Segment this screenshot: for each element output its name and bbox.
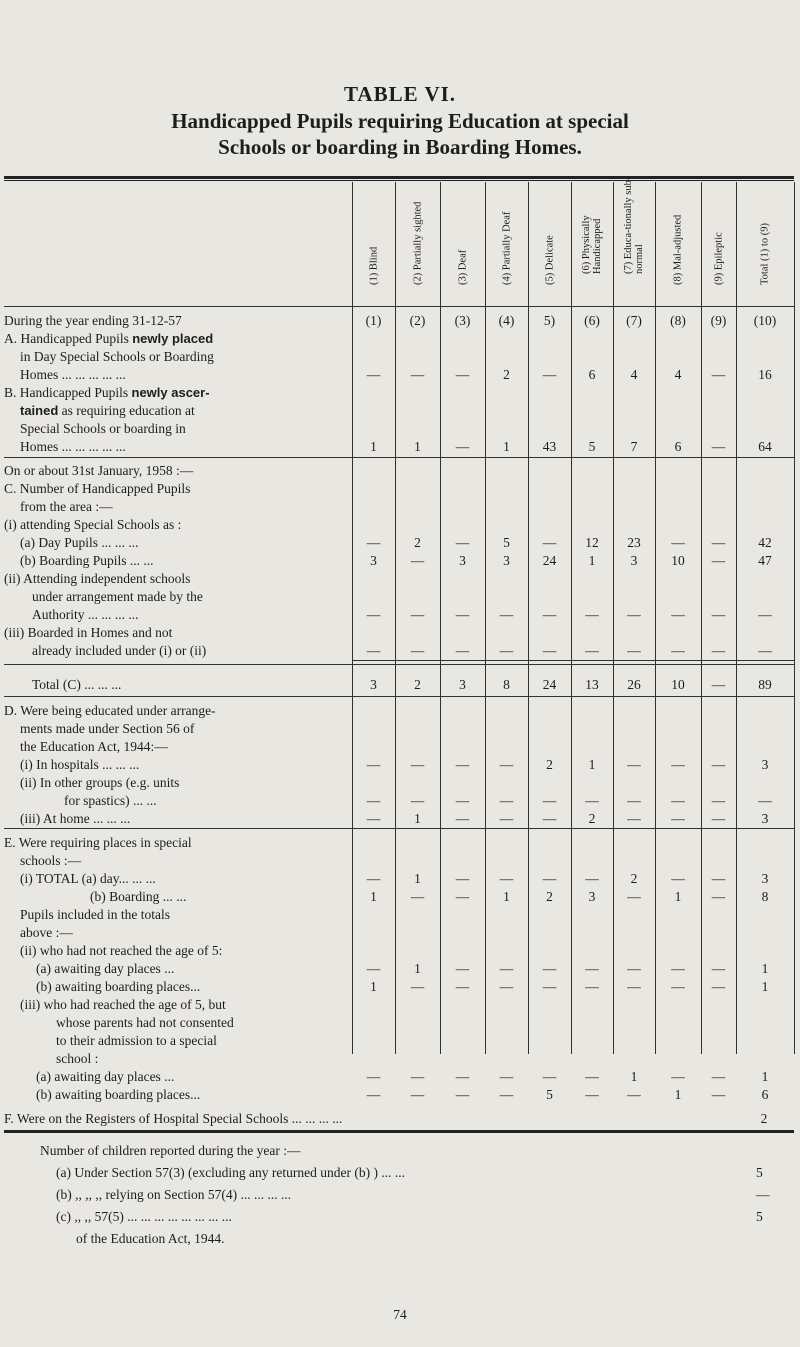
table-cell: 1 [503, 439, 510, 454]
table-cell: — [455, 961, 470, 976]
column-header [572, 188, 612, 296]
column-divider [794, 182, 795, 1054]
table-cell: 47 [758, 553, 772, 568]
table-cell: — [711, 553, 726, 568]
column-header [658, 188, 698, 296]
column-header-text: (6) Physically Handicapped [581, 215, 603, 274]
table-cell: — [758, 607, 772, 622]
row-cb-label: (b) Boarding Pupils ... ... [20, 553, 154, 568]
column-header-text: (4) Partially Deaf [501, 211, 512, 285]
column-header [398, 188, 438, 296]
column-divider [395, 182, 396, 1054]
table-cell: — [366, 793, 381, 808]
table-cell: — [711, 367, 726, 382]
row-eiii-line1: (iii) who had reached the age of 5, but [20, 997, 226, 1012]
table-cell: 1 [761, 1069, 769, 1084]
table-cell: 1 [761, 961, 769, 976]
table-cell: 3 [761, 757, 769, 772]
column-divider [440, 182, 441, 1054]
table-cell: — [671, 1069, 685, 1084]
table-cell: — [542, 535, 557, 550]
row-e-line2: schools :— [20, 853, 82, 868]
table-cell: — [542, 979, 557, 994]
table-cell: — [542, 961, 557, 976]
table-cell: — [585, 871, 599, 886]
row-c-line2: from the area :— [20, 499, 113, 514]
table-cell: — [366, 871, 381, 886]
subtitle-line-2: Schools or boarding in Boarding Homes. [218, 135, 582, 159]
table-cell: 5 [546, 1087, 553, 1102]
row-a-bold: newly placed [132, 331, 214, 346]
table-cell: 1 [370, 979, 377, 994]
column-header [699, 188, 739, 296]
table-cell: — [455, 439, 470, 454]
table-cell: — [499, 1069, 514, 1084]
table-cell: — [711, 871, 726, 886]
table-cell: — [455, 757, 470, 772]
row-b-text: B. Handicapped Pupils [4, 385, 132, 400]
table-cell: 3 [761, 811, 769, 826]
table-cell: — [711, 439, 726, 454]
table-cell: (9) [710, 313, 727, 328]
column-header-text: (9) Epileptic [713, 232, 724, 285]
table-cell: 3 [761, 871, 769, 886]
row-a-line2: in Day Special Schools or Boarding [20, 349, 214, 364]
column-header-text: (2) Partially sighted [412, 201, 423, 285]
table-cell: 4 [630, 367, 638, 382]
table-cell: 3 [503, 553, 510, 568]
table-cell: — [671, 871, 685, 886]
row-b-bold2: tained [20, 403, 59, 418]
table-cell: — [366, 961, 381, 976]
table-cell: — [711, 1069, 726, 1084]
table-cell: 1 [370, 889, 377, 904]
table-cell: — [366, 607, 381, 622]
table-cell: — [366, 367, 381, 382]
table-cell: 10 [671, 553, 685, 568]
table-cell: 1 [588, 553, 596, 568]
table-cell: — [711, 1087, 726, 1102]
table-cell: — [585, 1087, 599, 1102]
table-cell: — [410, 757, 425, 772]
table-cell: — [542, 1069, 557, 1084]
table-cell: — [627, 811, 641, 826]
table-cell: — [455, 889, 470, 904]
table-cell: — [410, 643, 425, 658]
table-cell: — [627, 961, 641, 976]
table-cell: 2 [414, 677, 421, 692]
column-header [745, 188, 785, 296]
table-cell: — [711, 889, 726, 904]
table-cell: (3) [454, 313, 471, 328]
row-a-text: A. Handicapped Pupils [4, 331, 133, 346]
table-subtitle [0, 108, 800, 160]
column-header [614, 176, 654, 296]
section-1-heading: During the year ending 31-12-57 [4, 313, 182, 328]
table-cell: 13 [585, 677, 599, 692]
table-cell: — [627, 889, 641, 904]
row-diii-label: (iii) At home ... ... ... [20, 811, 131, 826]
table-cell: 1 [588, 757, 596, 772]
row-ep-line1: Pupils included in the totals [20, 907, 170, 922]
table-cell: — [499, 961, 514, 976]
footnote-c-label: (c) ,, ,, 57(5) ... ... ... ... ... ... ... ... [56, 1209, 232, 1224]
table-cell: — [627, 643, 641, 658]
column-header-text: (7) Educa-tionally sub-normal [623, 176, 645, 274]
row-eiiia-label: (a) awaiting day places ... [36, 1069, 175, 1084]
table-cell: — [671, 643, 685, 658]
table-cell: 1 [761, 979, 769, 994]
table-cell: 6 [674, 439, 682, 454]
row-eiii-line3: to their admission to a special [56, 1033, 217, 1048]
row-b-line2 [4, 402, 364, 420]
table-cell: — [542, 793, 557, 808]
column-header-text: (1) Blind [368, 246, 379, 285]
table-cell: 2 [503, 367, 510, 382]
row-a-line3: Homes ... ... ... ... ... [20, 367, 126, 382]
footnote-a-value: 5 [756, 1165, 763, 1180]
total-rule [352, 660, 794, 661]
row-a-label [4, 330, 348, 348]
table-cell: — [711, 979, 726, 994]
row-eiib-label: (b) awaiting boarding places... [36, 979, 201, 994]
table-cell: — [410, 979, 425, 994]
table-cell: — [455, 643, 470, 658]
table-cell: — [627, 757, 641, 772]
row-ca-label: (a) Day Pupils ... ... ... [20, 535, 139, 550]
column-divider [655, 182, 656, 1054]
section-2-heading: On or about 31st January, 1958 :— [4, 463, 194, 478]
table-cell: — [671, 811, 685, 826]
table-cell: (6) [584, 313, 600, 328]
row-b-bold: newly ascer- [131, 385, 210, 400]
table-cell: — [585, 1069, 599, 1084]
table-cell: 3 [459, 677, 466, 692]
table-cell: 24 [542, 553, 557, 568]
table-cell: 42 [758, 535, 772, 550]
table-cell: — [499, 643, 514, 658]
table-cell: 24 [542, 677, 557, 692]
row-c-line1: C. Number of Handicapped Pupils [4, 481, 191, 496]
table-cell: — [711, 811, 726, 826]
subtitle-line-1: Handicapped Pupils requiring Education at special [171, 109, 629, 133]
table-cell: — [499, 1087, 514, 1102]
row-dii-line1: (ii) In other groups (e.g. units [20, 775, 180, 790]
table-cell: — [499, 811, 514, 826]
row-eia-label: (i) TOTAL (a) day... ... ... [20, 871, 156, 886]
row-divider [4, 664, 794, 665]
row-cii-line2: under arrangement made by the [32, 589, 203, 604]
table-cell: 3 [370, 553, 377, 568]
table-cell: — [499, 979, 514, 994]
table-cell: (8) [670, 313, 686, 328]
table-cell: — [671, 979, 685, 994]
table-cell: (10) [753, 313, 777, 328]
row-cii-line3: Authority ... ... ... ... [32, 607, 139, 622]
table-cell: 1 [414, 811, 421, 826]
table-cell: — [455, 1087, 470, 1102]
column-header-text: Total (1) to (9) [759, 223, 771, 285]
table-cell: — [410, 889, 425, 904]
table-cell: — [366, 1087, 381, 1102]
table-cell: 5 [503, 535, 510, 550]
table-cell: (4) [498, 313, 515, 328]
table-cell: — [585, 607, 599, 622]
table-cell: — [455, 1069, 470, 1084]
footnote-closing: of the Education Act, 1944. [76, 1231, 225, 1246]
column-header-text: (3) Deaf [457, 249, 468, 285]
table-cell: — [671, 535, 685, 550]
row-dii-line2: for spastics) ... ... [64, 793, 157, 808]
table-cell: — [366, 757, 381, 772]
table-cell: 5) [543, 313, 556, 328]
row-f-value: 2 [760, 1111, 768, 1126]
table-cell: 3 [370, 677, 377, 692]
table-cell: — [627, 793, 641, 808]
table-cell: — [671, 607, 685, 622]
row-b-line3: Special Schools or boarding in [20, 421, 186, 436]
row-d-line1: D. Were being educated under arrange- [4, 703, 216, 718]
table-cell: 89 [758, 677, 772, 692]
row-eiii-line2: whose parents had not consented [56, 1015, 234, 1030]
table-cell: 8 [503, 677, 510, 692]
table-cell: (7) [626, 313, 642, 328]
table-cell: 1 [414, 439, 421, 454]
page-number: 74 [393, 1307, 407, 1322]
table-cell: 3 [459, 553, 466, 568]
table-cell: — [410, 607, 425, 622]
bottom-thick-rule [4, 1130, 794, 1133]
table-cell: 64 [758, 439, 772, 454]
table-cell: — [671, 793, 685, 808]
row-b-label [4, 384, 348, 402]
column-header [354, 188, 394, 296]
row-eib-label: (b) Boarding ... ... [90, 889, 187, 904]
table-cell: — [711, 793, 726, 808]
table-cell: — [410, 793, 425, 808]
row-divider [4, 306, 794, 307]
table-cell: 2 [546, 889, 553, 904]
table-cell: — [410, 1087, 425, 1102]
table-cell: — [671, 757, 685, 772]
row-ciii-line1: (iii) Boarded in Homes and not [4, 625, 173, 640]
table-cell: — [366, 535, 381, 550]
table-cell: 1 [414, 961, 421, 976]
table-cell: — [455, 871, 470, 886]
table-cell: — [499, 871, 514, 886]
table-cell: 1 [370, 439, 377, 454]
table-cell: 6 [761, 1087, 769, 1102]
table-cell: 23 [627, 535, 641, 550]
table-cell: 10 [671, 677, 685, 692]
table-cell: 43 [542, 439, 557, 454]
table-cell: — [455, 535, 470, 550]
footnote-a-label: (a) Under Section 57(3) (excluding any returned under (b) ) ... ... [56, 1165, 406, 1180]
table-cell: — [671, 961, 685, 976]
table-cell: 3 [588, 889, 596, 904]
table-cell: — [542, 811, 557, 826]
row-b-text2: as requiring education at [58, 403, 195, 418]
row-d-line3: the Education Act, 1944:— [20, 739, 168, 754]
total-c-label: Total (C) ... ... ... [32, 677, 122, 692]
table-cell: 5 [588, 439, 596, 454]
table-cell: — [542, 871, 557, 886]
table-cell: — [542, 367, 557, 382]
row-ciii-line2: already included under (i) or (ii) [32, 643, 207, 658]
table-cell: — [585, 961, 599, 976]
table-cell: 3 [630, 553, 638, 568]
table-cell: — [711, 677, 726, 692]
row-cii-line1: (ii) Attending independent schools [4, 571, 191, 586]
table-cell: — [499, 607, 514, 622]
table-cell: — [758, 643, 772, 658]
table-cell: — [627, 1087, 641, 1102]
column-header-text: (8) Mal-adjusted [672, 214, 684, 285]
table-cell: — [711, 961, 726, 976]
footnote-b-value: — [756, 1187, 770, 1202]
column-header [443, 188, 483, 296]
table-cell: — [585, 643, 599, 658]
row-b-line4: Homes ... ... ... ... ... [20, 439, 126, 454]
table-cell: — [627, 979, 641, 994]
table-cell: — [410, 367, 425, 382]
table-cell: — [455, 367, 470, 382]
top-thick-rule [4, 176, 794, 179]
row-d-line2: ments made under Section 56 of [20, 721, 195, 736]
table-cell: 1 [674, 1087, 682, 1102]
table-cell: 26 [627, 677, 641, 692]
table-cell: — [711, 643, 726, 658]
table-cell: — [410, 553, 425, 568]
table-cell: 2 [588, 811, 596, 826]
table-cell: (2) [409, 313, 426, 328]
table-title: TABLE VI. [343, 82, 457, 106]
footnote-intro: Number of children reported during the year :— [40, 1143, 301, 1158]
table-cell: — [585, 979, 599, 994]
table-cell: 4 [674, 367, 682, 382]
row-eii-line1: (ii) who had not reached the age of 5: [20, 943, 223, 958]
column-header-text: (5) Delicate [544, 235, 555, 285]
table-cell: — [542, 607, 557, 622]
table-cell: — [455, 979, 470, 994]
table-cell: — [585, 793, 599, 808]
table-cell: — [366, 643, 381, 658]
table-cell: — [455, 811, 470, 826]
footnote-b-label: (b) ,, ,, ,, relying on Section 57(4) ... ... ... ... [56, 1187, 292, 1202]
footnote-c-value: 5 [756, 1209, 763, 1224]
row-c-line3: (i) attending Special Schools as : [4, 517, 182, 532]
row-divider [4, 828, 794, 829]
table-cell: — [711, 757, 726, 772]
row-f-label: F. Were on the Registers of Hospital Special Schools ... ... ... ... [4, 1111, 343, 1126]
table-cell: — [455, 607, 470, 622]
table-cell: — [711, 607, 726, 622]
table-cell: 8 [761, 889, 769, 904]
table-cell: 7 [630, 439, 638, 454]
row-e-line1: E. Were requiring places in special [4, 835, 192, 850]
table-cell: — [366, 1069, 381, 1084]
table-cell: 2 [414, 535, 421, 550]
row-divider [4, 696, 794, 697]
table-cell: 1 [674, 889, 682, 904]
row-eiia-label: (a) awaiting day places ... [36, 961, 175, 976]
table-cell: — [499, 793, 514, 808]
table-cell: — [542, 643, 557, 658]
table-cell: 2 [630, 871, 638, 886]
row-eiiib-label: (b) awaiting boarding places... [36, 1087, 201, 1102]
table-cell: — [410, 1069, 425, 1084]
table-cell: — [455, 793, 470, 808]
column-header [530, 188, 570, 296]
table-cell: 16 [758, 367, 772, 382]
row-divider [4, 457, 794, 458]
row-ep-line2: above :— [20, 925, 73, 940]
table-cell: — [758, 793, 772, 808]
table-cell: 1 [630, 1069, 638, 1084]
table-cell: 6 [588, 367, 596, 382]
row-di-label: (i) In hospitals ... ... ... [20, 757, 140, 772]
table-cell: — [366, 811, 381, 826]
row-eiii-line4: school : [56, 1051, 99, 1066]
table-cell: 12 [585, 535, 599, 550]
table-cell: — [499, 757, 514, 772]
table-cell: — [627, 607, 641, 622]
table-cell: 1 [503, 889, 510, 904]
table-cell: — [711, 535, 726, 550]
table-cell: (1) [365, 313, 382, 328]
column-header [487, 188, 527, 296]
table-cell: 2 [546, 757, 553, 772]
table-cell: 1 [414, 871, 421, 886]
